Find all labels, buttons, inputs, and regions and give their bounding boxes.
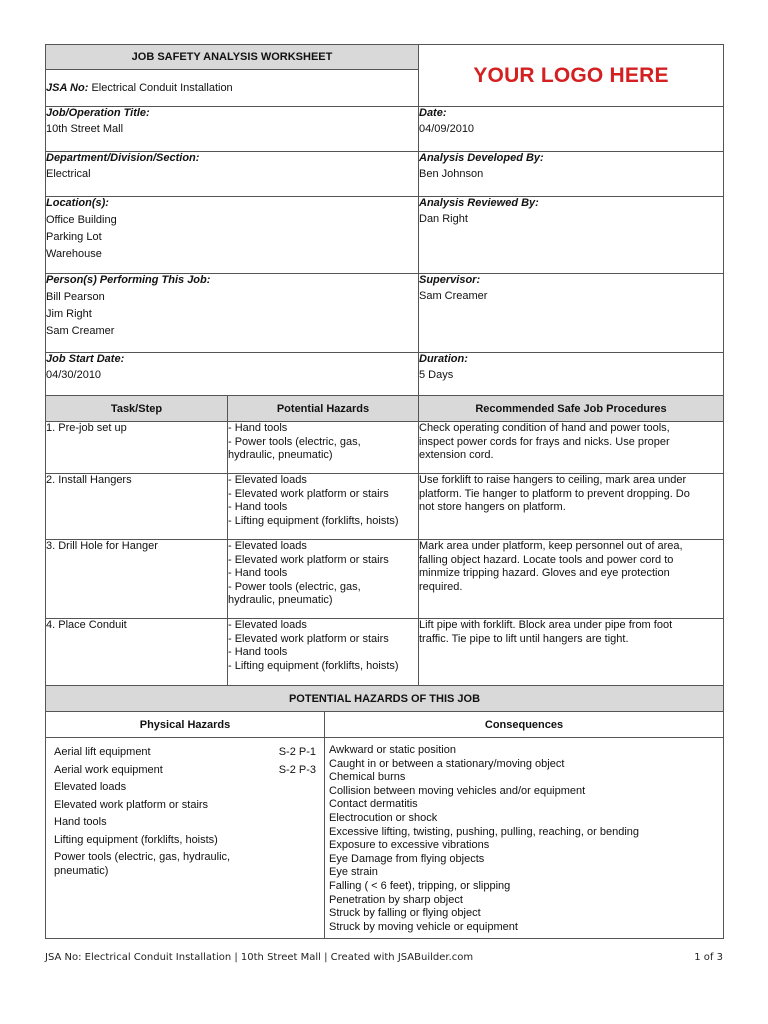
- footer-text: JSA No: Electrical Conduit Installation | 10th Street Mall | Created with JSABuilder.com: [45, 952, 474, 963]
- dept-cell: [46, 152, 419, 197]
- hazard-code: S-2 P-1: [278, 746, 316, 758]
- developed-value: Ben Johnson: [419, 168, 484, 180]
- list-item: Eye strain: [329, 866, 378, 879]
- hazards-section-title: POTENTIAL HAZARDS OF THIS JOB: [46, 686, 724, 712]
- hazard-line: - Elevated work platform or stairs: [228, 553, 389, 566]
- procedure-line: Lift pipe with forklift. Block area under pipe from foot: [419, 619, 673, 631]
- duration-cell: [419, 353, 724, 396]
- job-title-value: 10th Street Mall: [46, 123, 124, 135]
- developed-cell: [419, 152, 724, 197]
- list-item: Exposure to excessive vibrations: [329, 839, 490, 852]
- list-item: pneumatic): [54, 864, 109, 877]
- start-date-label: Job Start Date:: [46, 353, 125, 365]
- procedure-line: inspect power cords for frays and nicks. Use proper: [419, 435, 670, 448]
- list-item: Elevated work platform or stairs: [54, 798, 209, 811]
- hazards-table: [45, 685, 724, 939]
- hazard-line: - Hand tools: [228, 646, 288, 659]
- list-item: Struck by moving vehicle or equipment: [329, 920, 518, 933]
- dept-label: Department/Division/Section:: [46, 152, 200, 164]
- col-header-task: Task/Step: [46, 396, 228, 422]
- consequences-list: [325, 738, 724, 939]
- start-date-value: 04/30/2010: [46, 369, 102, 381]
- table-row: [46, 619, 724, 686]
- list-item: Struck by falling or flying object: [329, 907, 481, 920]
- list-item: Caught in or between a stationary/moving object: [329, 757, 565, 770]
- hazard-line: - Elevated work platform or stairs: [228, 632, 389, 645]
- table-row: [46, 422, 724, 474]
- start-date-cell: [46, 353, 419, 396]
- table-row: [46, 474, 724, 540]
- hazard-line: - Lifting equipment (forklifts, hoists): [228, 514, 399, 527]
- jsa-value: Electrical Conduit Installation: [91, 82, 233, 94]
- procedure-line: Check operating condition of hand and power tools,: [419, 422, 670, 434]
- hazard-line: - Elevated work platform or stairs: [228, 487, 389, 500]
- col-header-procedures: Recommended Safe Job Procedures: [419, 396, 724, 422]
- reviewed-label: Analysis Reviewed By:: [419, 197, 539, 209]
- table-row: [46, 540, 724, 619]
- date-cell: [419, 107, 724, 152]
- list-item: Eye Damage from flying objects: [329, 852, 485, 865]
- hazard-line: - Elevated loads: [228, 540, 307, 552]
- reviewed-cell: [419, 197, 724, 274]
- procedure-line: minmize tripping hazard. Gloves and eye protection: [419, 567, 670, 580]
- date-value: 04/09/2010: [419, 123, 475, 135]
- hazard-code: S-2 P-3: [278, 763, 316, 776]
- person-item: Jim Right: [46, 308, 92, 320]
- hazard-line: - Hand tools: [228, 501, 288, 514]
- duration-value: 5 Days: [419, 369, 454, 381]
- list-item: Falling ( < 6 feet), tripping, or slipping: [329, 879, 511, 892]
- location-item: Warehouse: [46, 248, 102, 260]
- job-title-label: Job/Operation Title:: [46, 107, 150, 119]
- jsa-label: JSA No:: [46, 82, 89, 94]
- list-item: Aerial work equipment S-2 P-3: [54, 762, 316, 780]
- hazard-line: - Power tools (electric, gas,: [228, 435, 361, 448]
- location-item: Parking Lot: [46, 231, 102, 243]
- hazard-line: - Elevated loads: [228, 474, 307, 486]
- procedure-line: falling object hazard. Locate tools and power cord to: [419, 553, 674, 566]
- persons-label: Person(s) Performing This Job:: [46, 274, 211, 286]
- procedure-line: platform. Tie hanger to platform to prevent dropping. Do: [419, 487, 690, 500]
- dept-value: Electrical: [46, 168, 91, 180]
- hazard-line: - Lifting equipment (forklifts, hoists): [228, 659, 399, 672]
- procedure-line: Mark area under platform, keep personnel out of area,: [419, 540, 683, 552]
- person-item: Bill Pearson: [46, 291, 105, 303]
- hazard-line: - Hand tools: [228, 567, 288, 580]
- list-item: Penetration by sharp object: [329, 893, 463, 906]
- procedure-line: Use forklift to raise hangers to ceiling, mark area under: [419, 474, 687, 486]
- developed-label: Analysis Developed By:: [419, 152, 544, 164]
- list-item: Awkward or static position: [329, 744, 456, 756]
- hazard-line: - Hand tools: [228, 422, 288, 434]
- list-item: Power tools (electric, gas, hydraulic,: [54, 850, 231, 863]
- procedure-line: not store hangers on platform.: [419, 501, 566, 514]
- date-label: Date:: [419, 107, 447, 119]
- location-label: Location(s):: [46, 197, 109, 209]
- task-step: 4. Place Conduit: [46, 619, 127, 631]
- list-item: Aerial lift equipment S-2 P-1: [54, 744, 316, 762]
- info-table: [45, 44, 724, 396]
- list-item: Contact dermatitis: [329, 798, 418, 811]
- page-number: 1 of 3: [694, 952, 723, 963]
- supervisor-value: Sam Creamer: [419, 290, 488, 302]
- jsa-number: [46, 70, 419, 107]
- reviewed-value: Dan Right: [419, 213, 468, 225]
- supervisor-label: Supervisor:: [419, 274, 481, 286]
- job-title-cell: [46, 107, 419, 152]
- task-step: 1. Pre-job set up: [46, 422, 127, 434]
- hazard-line: hydraulic, pneumatic): [228, 449, 333, 462]
- procedure-line: traffic. Tie pipe to lift until hangers are tight.: [419, 632, 629, 645]
- logo-placeholder: YOUR LOGO HERE: [419, 45, 724, 107]
- hazard-line: - Power tools (electric, gas,: [228, 580, 361, 593]
- persons-cell: [46, 274, 419, 353]
- worksheet-title: JOB SAFETY ANALYSIS WORKSHEET: [46, 45, 419, 70]
- col-header-hazards: Potential Hazards: [228, 396, 419, 422]
- list-item: Excessive lifting, twisting, pushing, pulling, reaching, or bending: [329, 825, 640, 838]
- list-item: Chemical burns: [329, 771, 406, 784]
- procedure-line: required.: [419, 580, 463, 593]
- list-item: Elevated loads: [54, 781, 127, 794]
- physical-hazards-list: [46, 738, 325, 939]
- physical-hazards-header: Physical Hazards: [46, 712, 325, 738]
- location-item: Office Building: [46, 214, 117, 226]
- hazard-line: - Elevated loads: [228, 619, 307, 631]
- task-step: 2. Install Hangers: [46, 474, 132, 486]
- list-item: Electrocution or shock: [329, 811, 438, 824]
- duration-label: Duration:: [419, 353, 468, 365]
- procedure-line: extension cord.: [419, 449, 494, 462]
- person-item: Sam Creamer: [46, 325, 115, 337]
- supervisor-cell: [419, 274, 724, 353]
- consequences-header: Consequences: [325, 712, 724, 738]
- list-item: Lifting equipment (forklifts, hoists): [54, 833, 218, 846]
- steps-table: [45, 395, 724, 686]
- location-cell: [46, 197, 419, 274]
- task-step: 3. Drill Hole for Hanger: [46, 540, 158, 552]
- list-item: Collision between moving vehicles and/or equipment: [329, 784, 586, 797]
- hazard-line: hydraulic, pneumatic): [228, 594, 333, 607]
- list-item: Hand tools: [54, 816, 107, 829]
